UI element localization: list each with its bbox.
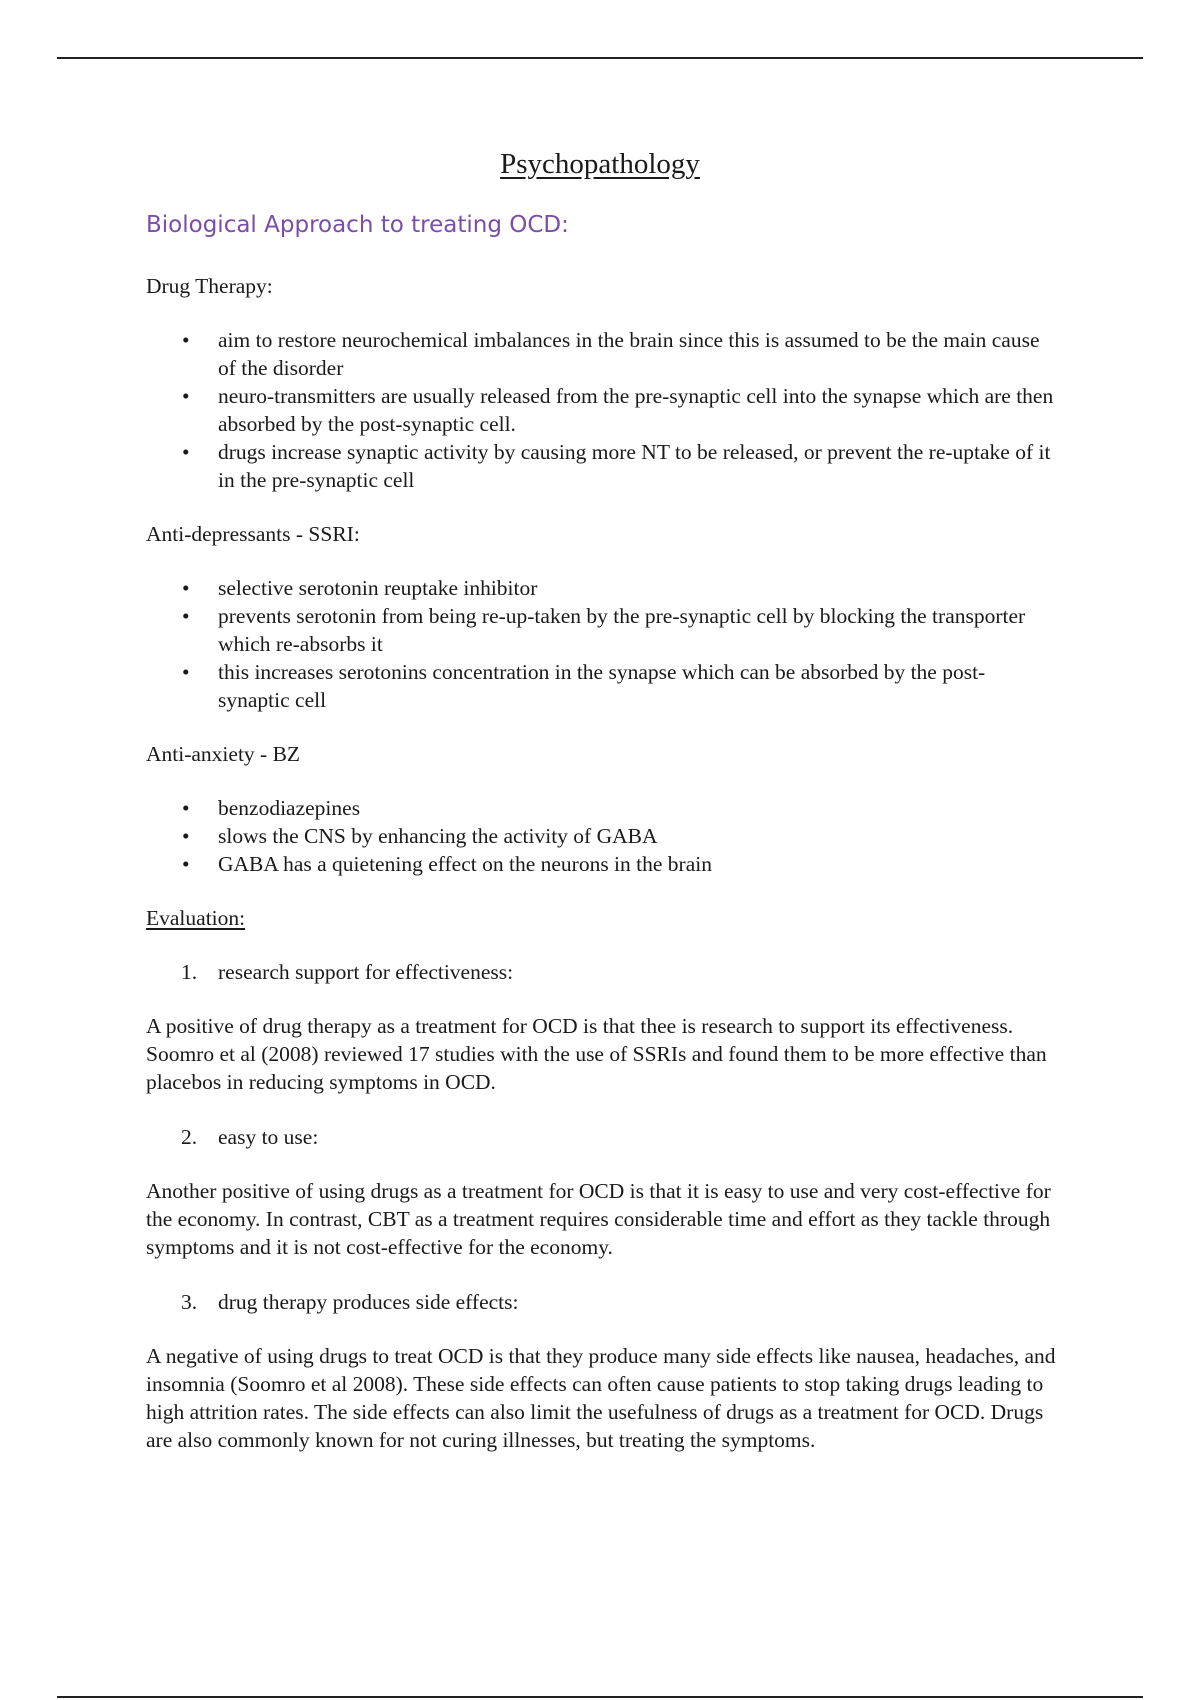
bz-list	[146, 794, 1056, 878]
point-label: drug therapy produces side effects:	[218, 1290, 519, 1314]
ssri-heading: Anti-depressants - SSRI:	[146, 522, 360, 546]
list-item	[146, 438, 1056, 494]
list-item	[146, 822, 1056, 850]
list-item-text: slows the CNS by enhancing the activity of GABA	[218, 824, 658, 848]
bullet-icon: •	[182, 796, 190, 820]
list-item-text: aim to restore neurochemical imbalances in the brain since this is assumed to be the main cause of the disorder	[218, 328, 1040, 380]
list-item	[146, 794, 1056, 822]
bullet-icon: •	[182, 852, 190, 876]
evaluation-paragraph-3: A negative of using drugs to treat OCD is that they produce many side effects like nausea, headaches, and insomnia (Soomro et al 2008). These side effects can often cause patients to stop taking drugs leading to high attrition rates. The side effects can also limit the usefulness of drugs as a treatment for OCD. Drugs are also commonly known for not curing illnesses, but treating the symptoms.	[146, 1344, 1056, 1452]
point-number: 3.	[181, 1290, 198, 1314]
bullet-icon: •	[182, 576, 190, 600]
evaluation-point-3	[146, 1288, 1056, 1316]
bullet-icon: •	[182, 824, 190, 848]
drug-therapy-heading: Drug Therapy:	[146, 274, 273, 298]
bullet-icon: •	[182, 440, 190, 464]
top-rule	[57, 57, 1143, 59]
list-item	[146, 850, 1056, 878]
point-label: easy to use:	[218, 1125, 319, 1149]
list-item	[146, 658, 1056, 714]
evaluation-point-1	[146, 958, 1056, 986]
evaluation-paragraph-2: Another positive of using drugs as a treatment for OCD is that it is easy to use and very cost-effective for the economy. In contrast, CBT as a treatment requires considerable time and effort as they tackle through symptoms and it is not cost-effective for the economy.	[146, 1179, 1051, 1259]
list-item-text: benzodiazepines	[218, 796, 361, 820]
bullet-icon: •	[182, 604, 190, 628]
ssri-list	[146, 574, 1056, 714]
document-body	[146, 272, 1056, 1481]
evaluation-heading: Evaluation:	[146, 906, 246, 930]
point-number: 1.	[181, 960, 198, 984]
bullet-icon: •	[182, 384, 190, 408]
evaluation-point-2	[146, 1123, 1056, 1151]
list-item	[146, 326, 1056, 382]
bullet-icon: •	[182, 328, 190, 352]
list-item	[146, 382, 1056, 438]
evaluation-paragraph-1: A positive of drug therapy as a treatment for OCD is that thee is research to support its effectiveness. Soomro et al (2008) reviewed 17 studies with the use of SSRIs and found them to be more effective than placebos in reducing symptoms in OCD.	[146, 1014, 1047, 1094]
list-item-text: this increases serotonins concentration in the synapse which can be absorbed by the post-synaptic cell	[218, 660, 986, 712]
point-number: 2.	[181, 1125, 198, 1149]
bottom-rule	[57, 1696, 1143, 1698]
list-item	[146, 574, 1056, 602]
list-item-text: GABA has a quietening effect on the neurons in the brain	[218, 852, 712, 876]
point-label: research support for effectiveness:	[218, 960, 514, 984]
list-item	[146, 602, 1056, 658]
page-title: Psychopathology	[500, 148, 700, 180]
bullet-icon: •	[182, 660, 190, 684]
drug-therapy-list	[146, 326, 1056, 494]
list-item-text: neuro-transmitters are usually released from the pre-synaptic cell into the synapse which are then absorbed by the post-synaptic cell.	[218, 384, 1054, 436]
list-item-text: selective serotonin reuptake inhibitor	[218, 576, 538, 600]
list-item-text: prevents serotonin from being re-up-taken by the pre-synaptic cell by blocking the transporter which re-absorbs it	[218, 604, 1026, 656]
bz-heading: Anti-anxiety - BZ	[146, 742, 301, 766]
list-item-text: drugs increase synaptic activity by causing more NT to be released, or prevent the re-uptake of it in the pre-synaptic cell	[218, 440, 1051, 492]
section-heading: Biological Approach to treating OCD:	[146, 212, 569, 238]
